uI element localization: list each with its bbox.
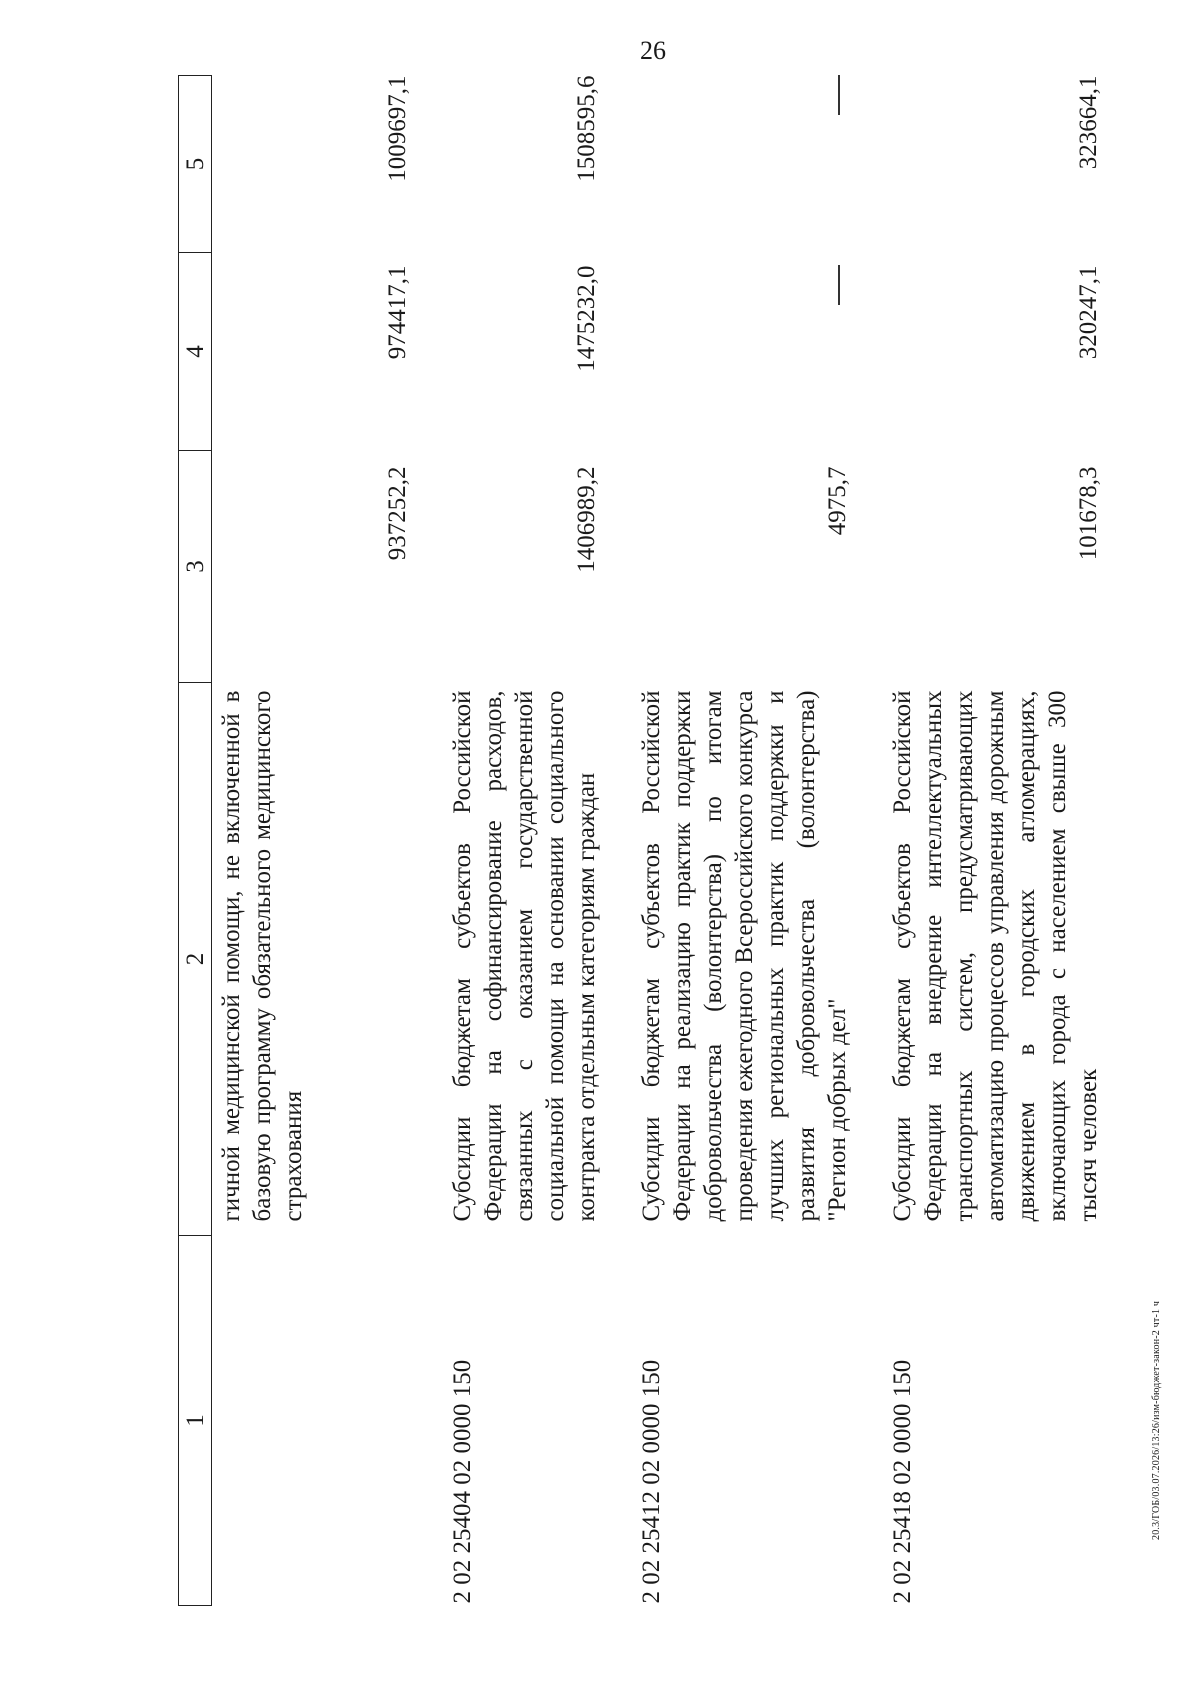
amount-col-3: 101678,3 bbox=[1074, 466, 1102, 561]
amount-col-5 bbox=[624, 76, 875, 253]
amount-col-4: 1475232,0 bbox=[572, 265, 600, 372]
amount-col-3: 4975,7 bbox=[823, 466, 851, 536]
row-description: Субсидии бюджетам субъектов Российской Федерации на софинансирование расходов, связанных с оказанием государственной социальной помощи на основании социального контракта отдельным категориям граждан bbox=[448, 690, 600, 1222]
amount-col-4: 974417,1 bbox=[383, 265, 411, 360]
column-header-1: 1 bbox=[179, 1236, 212, 1606]
rotated-table-container bbox=[178, 75, 1102, 1606]
budget-code: 2 02 25418 02 0000 150 bbox=[888, 1359, 916, 1604]
table-header-row bbox=[179, 76, 212, 1606]
document-footer-code: 20.3/ГОБ/03.07.2026/13:26/изм-бюджет-закон-2 чт-1 ч bbox=[1151, 1300, 1162, 1540]
dash-mark bbox=[838, 76, 840, 116]
budget-code: 2 02 25412 02 0000 150 bbox=[637, 1359, 665, 1604]
row-description: гичной медицинской помощи, не включенной в базовую программу обязательного медицинского страхования bbox=[218, 690, 307, 1222]
dash-mark bbox=[838, 266, 840, 306]
amount-col-4 bbox=[624, 253, 875, 451]
table-row bbox=[624, 76, 875, 1606]
column-header-2: 2 bbox=[179, 683, 212, 1236]
table-row bbox=[212, 76, 435, 1606]
amount-col-3: 937252,2 bbox=[383, 466, 411, 561]
amount-col-5: 323664,1 bbox=[1074, 75, 1102, 170]
table-row bbox=[435, 76, 624, 1606]
amount-col-5: 1508595,6 bbox=[572, 75, 600, 182]
row-description: Субсидии бюджетам субъектов Российской Федерации на реализацию практик поддержки добровольчества (волонтерства) по итогам проведения ежегодного Всероссийского конкурса лучших региональных практик поддержки и развития добровольчества (волонтерства) "Регион добрых дел" bbox=[637, 690, 851, 1222]
budget-code: 2 02 25404 02 0000 150 bbox=[448, 1359, 476, 1604]
amount-col-5: 1009697,1 bbox=[383, 75, 411, 182]
budget-code bbox=[212, 1236, 435, 1606]
table-row bbox=[875, 76, 1126, 1606]
row-description: Субсидии бюджетам субъектов Российской Федерации на внедрение интеллектуальных транспортных систем, предусматривающих автоматизацию процессов управления дорожным движением в городских агломерациях, включающих города с населением свыше 300 тысяч человек bbox=[888, 690, 1102, 1222]
budget-table bbox=[178, 75, 1126, 1606]
page-number: 26 bbox=[640, 36, 666, 65]
column-header-3: 3 bbox=[179, 451, 212, 683]
amount-col-4: 320247,1 bbox=[1074, 265, 1102, 360]
column-header-4: 4 bbox=[179, 253, 212, 451]
amount-col-3: 1406989,2 bbox=[572, 466, 600, 573]
column-header-5: 5 bbox=[179, 76, 212, 253]
